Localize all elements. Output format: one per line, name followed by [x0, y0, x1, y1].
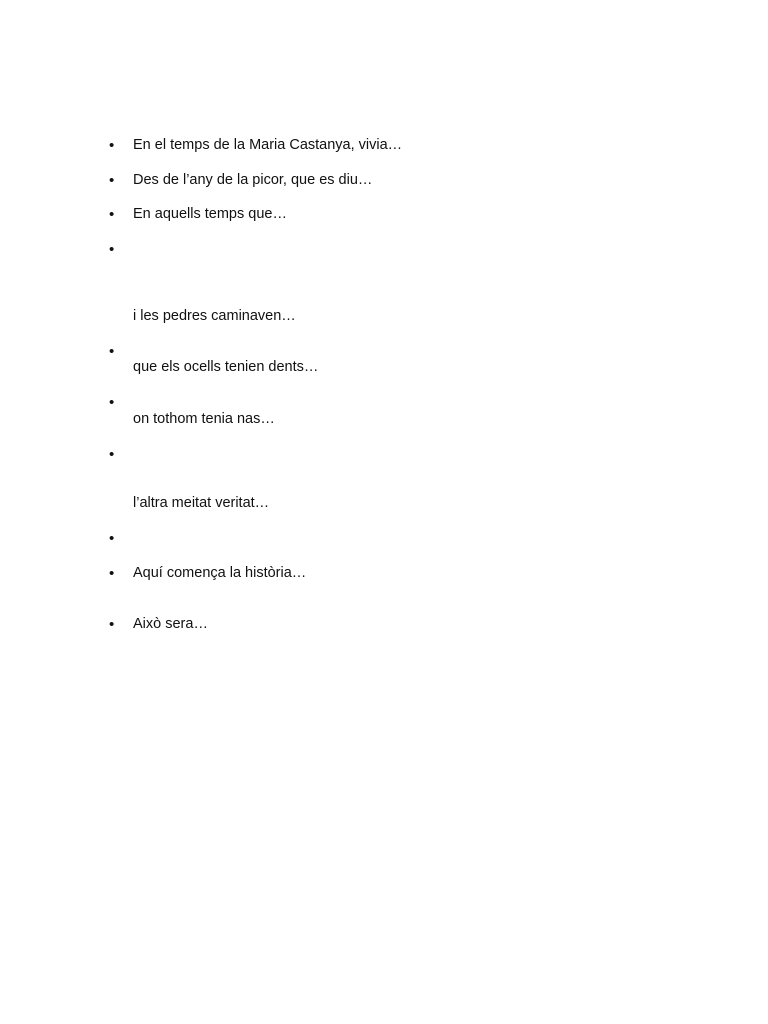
list-item-text: Aquí comença la història… [133, 565, 307, 581]
list-item-text: l’altra meitat veritat… [133, 495, 270, 511]
bullet-marker: • [109, 530, 115, 547]
bullet-marker: • [109, 446, 115, 463]
bullet-marker: • [109, 206, 115, 223]
bullet-marker: • [109, 565, 115, 582]
bullet-marker: • [109, 137, 115, 154]
bullet-marker: • [109, 343, 115, 360]
list-item-text: Des de l’any de la picor, que es diu… [133, 172, 373, 188]
bullet-marker: • [109, 616, 115, 633]
bullet-marker: • [109, 394, 115, 411]
list-item-text: Això sera… [133, 616, 208, 632]
bullet-marker: • [109, 172, 115, 189]
list-item-text: i les pedres caminaven… [133, 308, 296, 324]
list-item-text: on tothom tenia nas… [133, 411, 275, 427]
list-item-text: que els ocells tenien dents… [133, 359, 319, 375]
list-item-text: En aquells temps que… [133, 206, 287, 222]
list-item-text: En el temps de la Maria Castanya, vivia… [133, 137, 403, 153]
bullet-marker: • [109, 241, 115, 258]
